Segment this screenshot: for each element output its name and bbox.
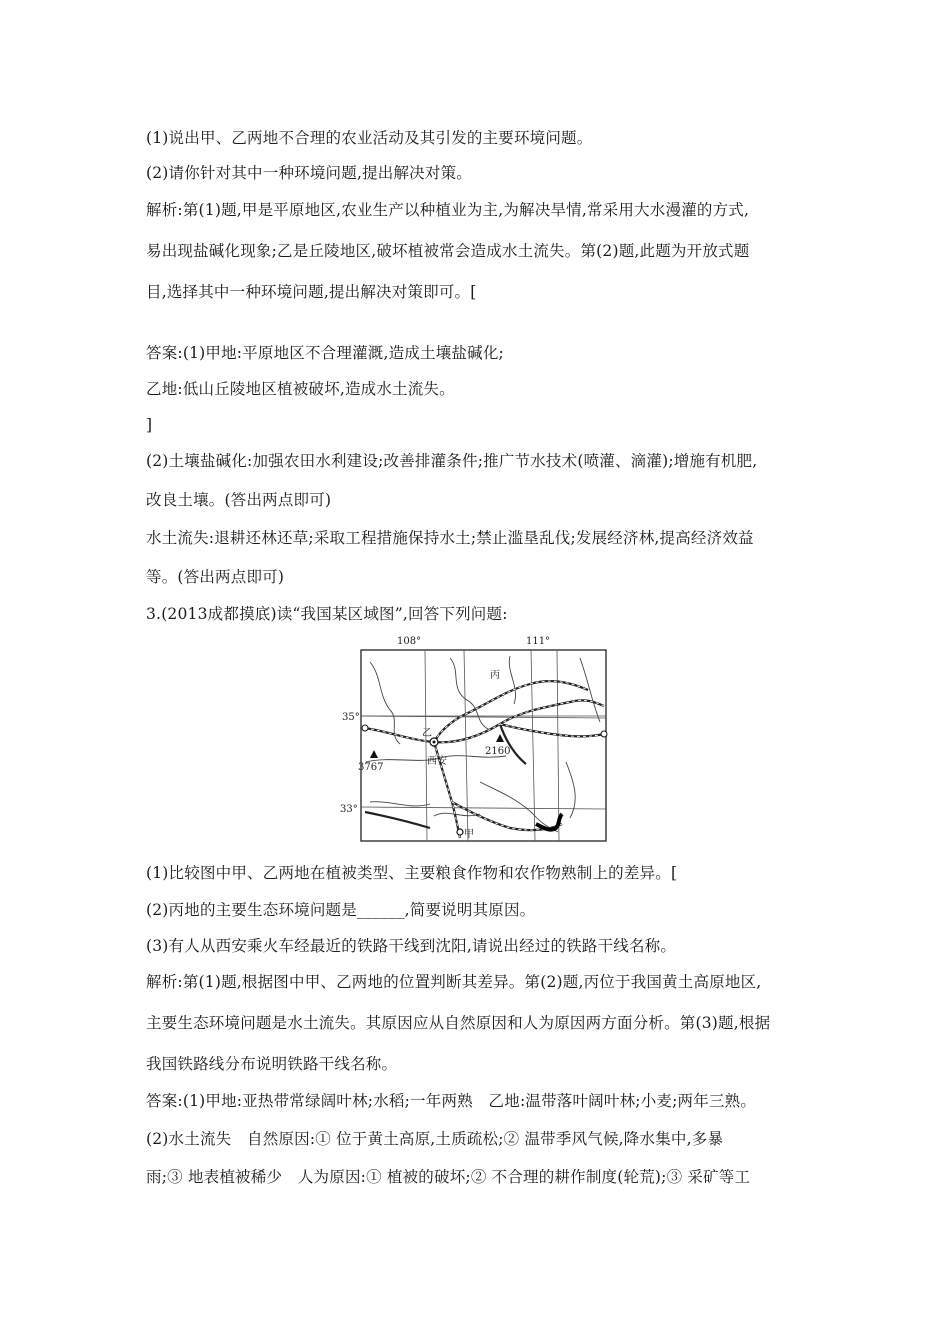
text-line: 解析:第(1)题,甲是平原地区,农业生产以种植业为主,为解决旱情,常采用大水漫灌的方式, (146, 201, 750, 219)
text-line: 解析:第(1)题,根据图中甲、乙两地的位置判断其差异。第(2)题,丙位于我国黄土高原地区, (146, 973, 762, 991)
text-line: (2)丙地的主要生态环境问题是______,简要说明其原因。 (146, 901, 536, 919)
text-line: 答案:(1)甲地:亚热带常绿阔叶林;水稻;一年两熟 乙地:温带落叶阔叶林;小麦;两年三熟。 (146, 1092, 757, 1110)
text-line: 水土流失:退耕还林还草;采取工程措施保持水土;禁止滥垦乱伐;发展经济林,提高经济效益 (146, 529, 754, 547)
graticule (361, 650, 606, 841)
region-map (330, 632, 640, 850)
map-frame (361, 650, 606, 841)
text-line: 乙地:低山丘陵地区植被破坏,造成水土流失。 (146, 380, 455, 398)
text-line: (2)水土流失 自然原因:① 位于黄土高原,土质疏松;② 温带季风气候,降水集中,多暴 (146, 1130, 724, 1148)
text-line: 雨;③ 地表植被稀少 人为原因:① 植被的破坏;② 不合理的耕作制度(轮荒);③ 采矿等工 (146, 1168, 751, 1186)
peak-2160-icon (496, 734, 504, 742)
text-line: 主要生态环境问题是水土流失。其原因应从自然原因和人为原因两方面分析。第(3)题,根据 (146, 1014, 771, 1032)
lon-label-111: 111° (526, 636, 551, 647)
lon-label-108: 108° (397, 636, 422, 647)
text-line: 目,选择其中一种环境问题,提出解决对策即可。[ (146, 283, 477, 301)
lat-label-33: 33° (340, 804, 358, 815)
text-line: (2)请你针对其中一种环境问题,提出解决对策。 (146, 164, 472, 182)
place-xian: 西安 (427, 756, 447, 767)
peak-3767-icon (370, 750, 378, 758)
peak-3767-label: 3767 (358, 762, 384, 773)
text-line: 3.(2013成都摸底)读“我国某区域图”,回答下列问题: (146, 605, 508, 623)
lat-label-35: 35° (342, 712, 360, 723)
text-line: 我国铁路线分布说明铁路干线名称。 (146, 1055, 398, 1073)
text-line: (2)土壤盐碱化:加强农田水利建设;改善排灌条件;推广节水技术(喷灌、滴灌);增施有机肥, (146, 452, 758, 470)
text-line: 易出现盐碱化现象;乙是丘陵地区,破坏植被常会造成水土流失。第(2)题,此题为开放式题 (146, 242, 750, 260)
text-line: 等。(答出两点即可) (146, 568, 285, 586)
jia-marker (457, 829, 463, 835)
text-line: (3)有人从西安乘火车经最近的铁路干线到沈阳,请说出经过的铁路干线名称。 (146, 937, 677, 955)
place-jia: 甲 (464, 829, 474, 840)
region-map-drawing (330, 632, 640, 850)
peak-2160-label: 2160 (485, 746, 511, 757)
text-line: (1)比较图中甲、乙两地在植被类型、主要粮食作物和农作物熟制上的差异。[ (146, 864, 678, 882)
place-bing: 丙 (490, 670, 500, 681)
text-line: ] (146, 416, 153, 434)
text-line: 改良土壤。(答出两点即可) (146, 491, 332, 509)
text-line: 答案:(1)甲地:平原地区不合理灌溉,造成土壤盐碱化; (146, 344, 504, 362)
place-yi: 乙 (422, 728, 432, 739)
text-line: (1)说出甲、乙两地不合理的农业活动及其引发的主要环境问题。 (146, 129, 593, 147)
